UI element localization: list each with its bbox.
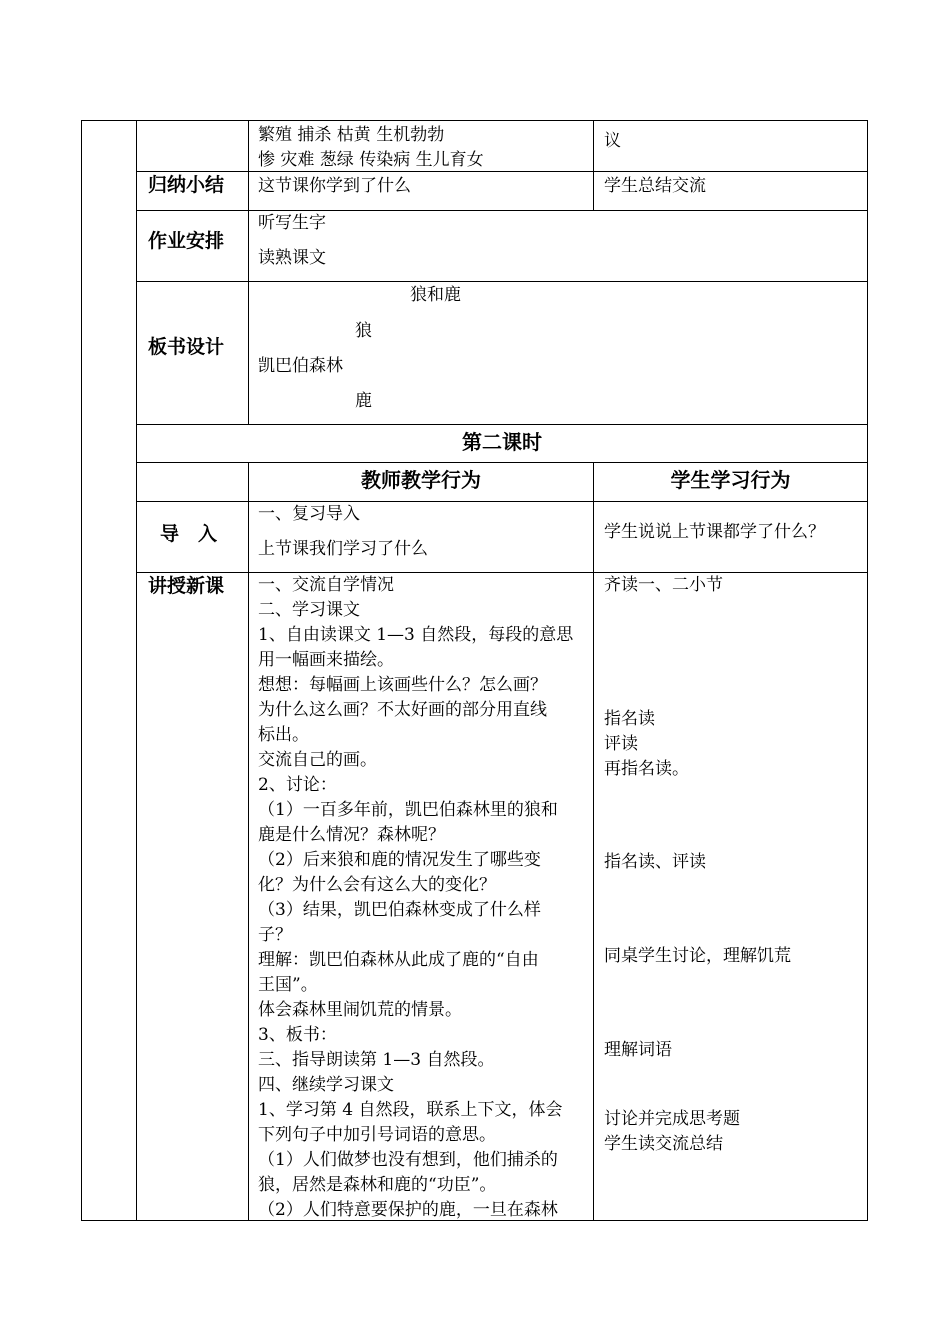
student-activity: 指名读、评读 xyxy=(604,852,706,872)
teacher-step-line: 化？为什么会有这么大的变化？ xyxy=(258,875,496,895)
teacher-step-line: 下列句子中加引号词语的意思。 xyxy=(258,1125,496,1145)
vocab-list xyxy=(258,123,484,173)
vocab-line: 繁殖 捕杀 枯黄 生机勃勃 xyxy=(258,125,445,145)
summary-label: 归纳小结 xyxy=(148,174,225,196)
teacher-step-line: （3）结果，凯巴伯森林变成了什么样 xyxy=(258,900,541,920)
homework-list xyxy=(258,206,326,276)
intro-teacher-list xyxy=(258,497,428,567)
teacher-step-line: （1）一百多年前，凯巴伯森林里的狼和 xyxy=(258,800,558,820)
teacher-step-line: 一、交流自学情况 xyxy=(258,575,394,595)
board-design-label: 板书设计 xyxy=(148,336,225,358)
student-activity: 齐读一、二小节 xyxy=(604,575,723,595)
section-title: 第二课时 xyxy=(462,430,542,454)
teacher-step-line: （1）人们做梦也没有想到，他们捕杀的 xyxy=(258,1150,558,1170)
student-activity-group xyxy=(604,707,689,782)
teacher-step-line: 王国”。 xyxy=(258,975,318,995)
teacher-step-line: 四、继续学习课文 xyxy=(258,1075,394,1095)
homework-label: 作业安排 xyxy=(148,230,225,252)
grid-line-row xyxy=(136,171,868,172)
teacher-step-line: （2）人们特意要保护的鹿，一旦在森林 xyxy=(258,1200,558,1220)
homework-item: 听写生字 xyxy=(258,213,326,233)
grid-line-label-left xyxy=(136,120,137,1221)
grid-line-row xyxy=(136,210,868,211)
board-forest: 凯巴伯森林 xyxy=(258,356,343,376)
teacher-step-line: 用一幅画来描绘。 xyxy=(258,650,394,670)
student-activity-group xyxy=(604,1107,740,1157)
teacher-step-line: （2）后来狼和鹿的情况发生了哪些变 xyxy=(258,850,541,870)
grid-line-middle xyxy=(593,120,594,210)
board-wolf: 狼 xyxy=(355,321,372,341)
student-activity: 讨论并完成思考题 xyxy=(604,1109,740,1129)
grid-line-middle xyxy=(593,462,594,1221)
student-activity: 评读 xyxy=(604,734,638,754)
vocab-student-text: 议 xyxy=(604,131,621,151)
teacher-step-line: 理解：凯巴伯森林从此成了鹿的“自由 xyxy=(258,950,539,970)
intro-student-text: 学生说说上节课都学了什么？ xyxy=(604,522,825,542)
board-deer: 鹿 xyxy=(355,391,372,411)
teacher-step-line: 交流自己的画。 xyxy=(258,750,377,770)
grid-line-row xyxy=(136,501,868,502)
new-lesson-teacher-list xyxy=(258,573,573,1223)
teacher-step-line: 1、自由读课文 1—3 自然段，每段的意思 xyxy=(258,625,574,645)
grid-line-row xyxy=(136,462,868,463)
teacher-step-line: 想想：每幅画上该画些什么？怎么画？ xyxy=(258,675,547,695)
intro-teacher-line: 一、复习导入 xyxy=(258,504,360,524)
grid-line-row xyxy=(136,281,868,282)
student-activity: 理解词语 xyxy=(604,1040,672,1060)
new-lesson-label: 讲授新课 xyxy=(148,575,225,597)
student-activity: 再指名读。 xyxy=(604,759,689,779)
intro-teacher-line: 上节课我们学习了什么 xyxy=(258,539,428,559)
grid-line-top xyxy=(81,120,868,121)
teacher-column-header: 教师教学行为 xyxy=(361,468,481,492)
student-column-header: 学生学习行为 xyxy=(670,468,791,492)
student-activity: 指名读 xyxy=(604,709,655,729)
teacher-step-line: 子？ xyxy=(258,925,292,945)
teacher-step-line: 3、板书： xyxy=(258,1025,337,1045)
teacher-step-line: 体会森林里闹饥荒的情景。 xyxy=(258,1000,462,1020)
teacher-step-line: 鹿是什么情况？森林呢？ xyxy=(258,825,445,845)
summary-teacher-text: 这节课你学到了什么 xyxy=(258,176,411,196)
teacher-step-line: 二、学习课文 xyxy=(258,600,360,620)
student-activity: 同桌学生讨论，理解饥荒 xyxy=(604,946,791,966)
teacher-step-line: 三、指导朗读第 1—3 自然段。 xyxy=(258,1050,495,1070)
grid-line-right xyxy=(867,120,868,1221)
grid-line-outer-left xyxy=(81,120,82,1221)
grid-line-content-left xyxy=(248,462,249,1221)
summary-student-text: 学生总结交流 xyxy=(604,176,706,196)
vocab-line: 惨 灾难 葱绿 传染病 生儿育女 xyxy=(258,150,484,170)
teacher-step-line: 2、讨论： xyxy=(258,775,337,795)
board-title: 狼和鹿 xyxy=(410,285,461,305)
intro-label: 导 入 xyxy=(160,523,218,545)
student-activity: 学生读交流总结 xyxy=(604,1134,723,1154)
teacher-step-line: 狼，居然是森林和鹿的“功臣”。 xyxy=(258,1175,497,1195)
grid-line-row xyxy=(136,424,868,425)
grid-line-content-left xyxy=(248,120,249,425)
homework-item: 读熟课文 xyxy=(258,248,326,268)
teacher-step-line: 标出。 xyxy=(258,725,309,745)
teacher-step-line: 为什么这么画？不太好画的部分用直线 xyxy=(258,700,547,720)
teacher-step-line: 1、学习第 4 自然段，联系上下文，体会 xyxy=(258,1100,563,1120)
